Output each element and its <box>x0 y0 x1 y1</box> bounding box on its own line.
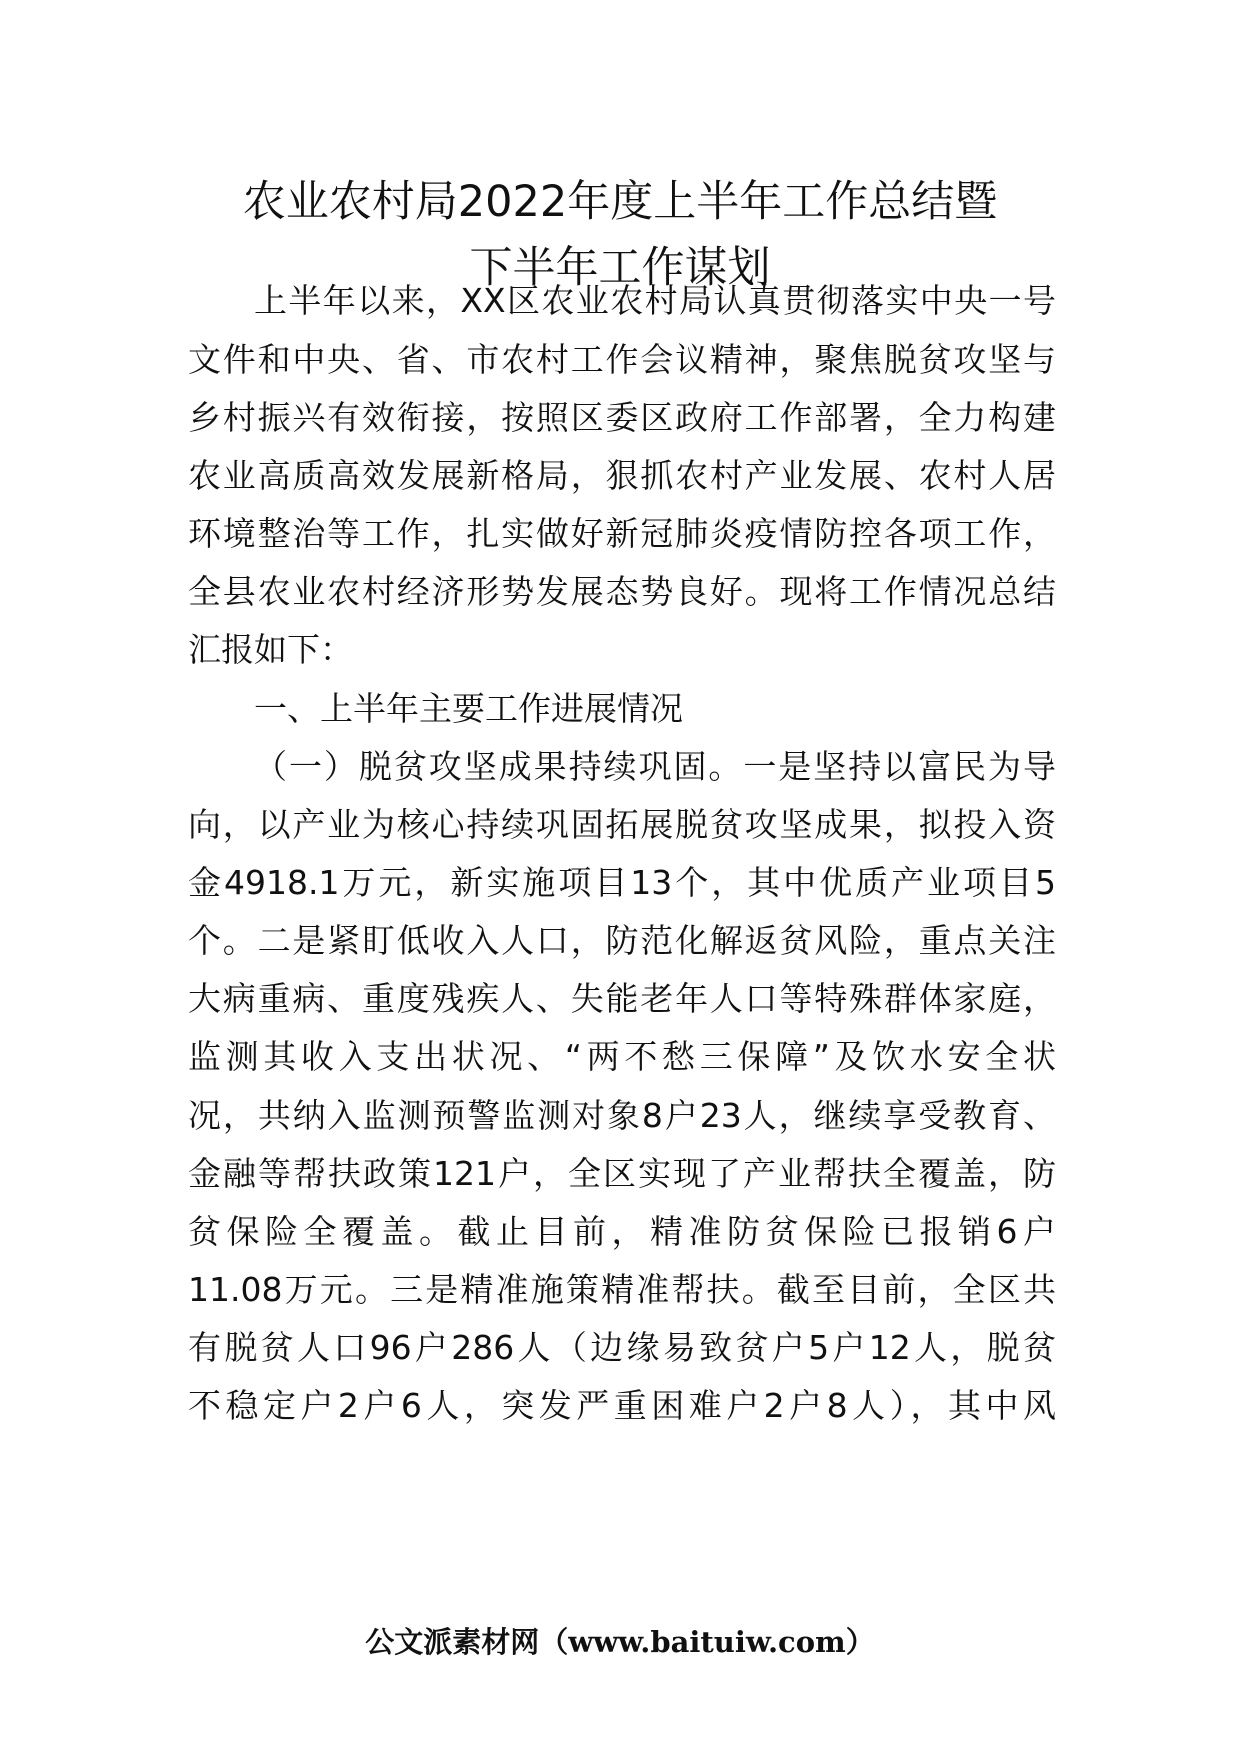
section-heading: 一、上半年主要工作进展情况 <box>254 689 683 728</box>
paragraph-line: （一）脱贫攻坚成果持续巩固。一是坚持以富民为导 <box>254 747 1056 786</box>
intro-line: 乡村振兴有效衔接，按照区委区政府工作部署，全力构建 <box>188 398 1056 437</box>
paragraph-line: 监测其收入支出状况、“两不愁三保障”及饮水安全状 <box>188 1037 1056 1076</box>
intro-line: 农业高质高效发展新格局，狠抓农村产业发展、农村人居 <box>188 456 1056 495</box>
intro-line: 全县农业农村经济形势发展态势良好。现将工作情况总结 <box>188 572 1056 611</box>
paragraph-line: 向，以产业为核心持续巩固拓展脱贫攻坚成果，拟投入资 <box>188 805 1056 844</box>
intro-line: 汇报如下： <box>188 630 353 669</box>
footer-watermark: 公文派素材网（www.baituiw.com） <box>365 1625 875 1659</box>
intro-line: 文件和中央、省、市农村工作会议精神，聚焦脱贫攻坚与 <box>188 340 1056 379</box>
paragraph-line: 金4918.1万元，新实施项目13个，其中优质产业项目5 <box>188 863 1056 902</box>
paragraph-line: 11.08万元。三是精准施策精准帮扶。截至目前，全区共 <box>188 1270 1056 1309</box>
intro-line: 环境整治等工作，扎实做好新冠肺炎疫情防控各项工作， <box>188 514 1056 553</box>
paragraph-line: 金融等帮扶政策121户，全区实现了产业帮扶全覆盖，防 <box>188 1154 1056 1193</box>
paragraph-line: 大病重病、重度残疾人、失能老年人口等特殊群体家庭， <box>188 979 1056 1018</box>
document-title-line-1: 农业农村局2022年度上半年工作总结暨 <box>242 177 998 227</box>
paragraph-line: 有脱贫人口96户286人（边缘易致贫户5户12人，脱贫 <box>188 1328 1056 1367</box>
paragraph-line: 贫保险全覆盖。截止目前，精准防贫保险已报销6户 <box>188 1212 1056 1251</box>
intro-line: 上半年以来，XX区农业农村局认真贯彻落实中央一号 <box>254 281 1056 320</box>
paragraph-line: 不稳定户2户6人，突发严重困难户2户8人），其中风 <box>188 1386 1056 1425</box>
paragraph-line: 况，共纳入监测预警监测对象8户23人，继续享受教育、 <box>188 1096 1056 1135</box>
paragraph-line: 个。二是紧盯低收入人口，防范化解返贫风险，重点关注 <box>188 921 1056 960</box>
document-title-line-2: 下半年工作谋划 <box>469 243 771 293</box>
